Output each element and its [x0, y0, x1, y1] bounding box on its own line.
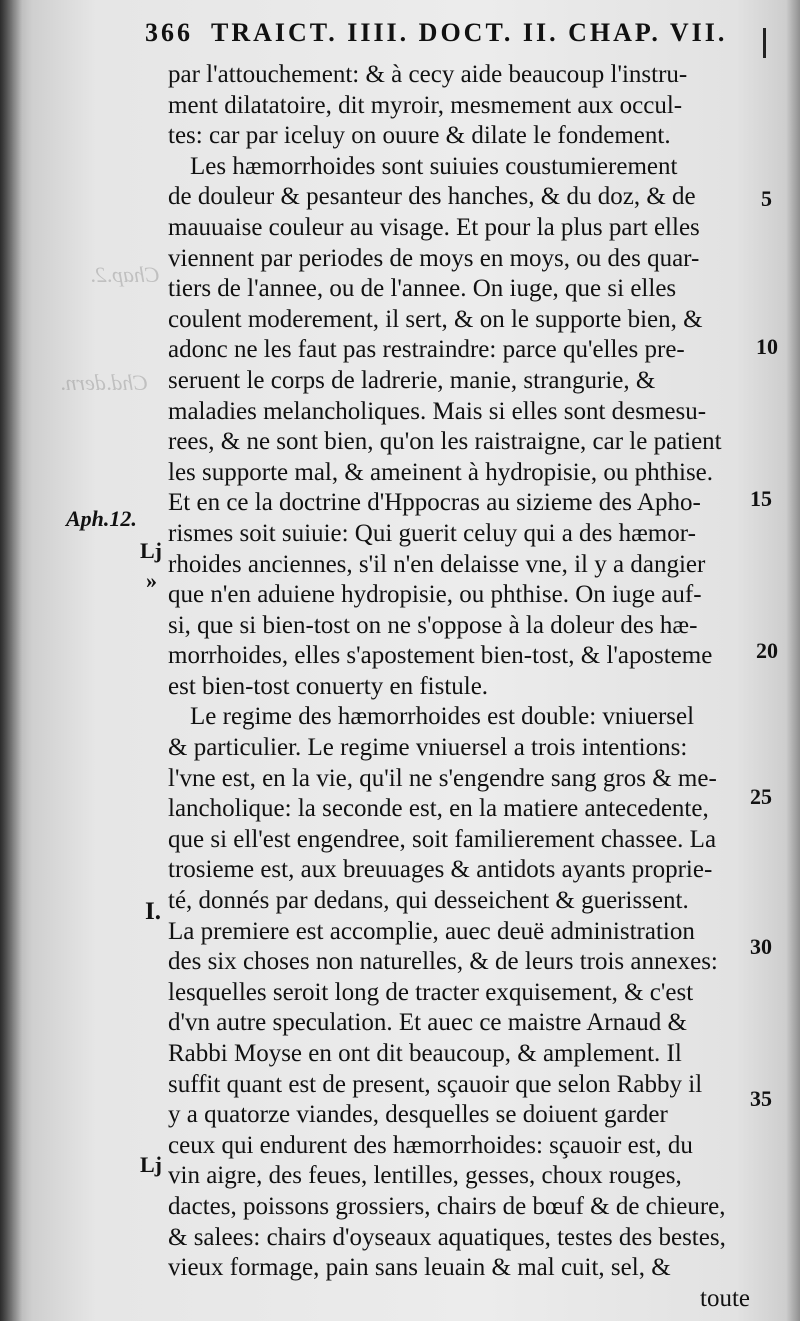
line-number: 5 — [761, 186, 772, 211]
edge-mark — [763, 28, 766, 58]
show-through-text: Chd.dern. — [60, 370, 148, 395]
text-line: té, donnés par dedans, qui desseichent & guerissent. — [168, 887, 689, 915]
text-line: Les hæmorrhoides sont suiuies coustumierement — [190, 152, 678, 180]
line-number: 10 — [756, 334, 778, 359]
text-line: rismes soit suiuie: Qui guerit celuy qui a des hæmor- — [168, 519, 696, 547]
text-line: vin aigre, des feues, lentilles, gesses, choux rouges, — [168, 1162, 682, 1190]
text-line: des six choses non naturelles, & de leurs trois annexes: — [168, 948, 718, 976]
line-number: 15 — [750, 486, 772, 511]
text-line: tes: car par iceluy on ouure & dilate le fondement. — [168, 122, 671, 150]
running-head — [145, 18, 785, 48]
text-line: mauuaise couleur au visage. Et pour la plus part elles — [168, 213, 700, 241]
text-line: est bien-tost conuerty en fistule. — [168, 672, 489, 700]
gutter-shadow — [0, 0, 22, 1321]
text-line: trosieme est, aux breuuages & antidots ayants proprie- — [168, 856, 713, 884]
margin-roman-numeral: I. — [145, 898, 161, 925]
line-number: 30 — [750, 934, 772, 959]
text-line: suffit quant est de present, sçauoir que selon Rabby il — [168, 1070, 703, 1098]
text-line: viennent par periodes de moys en moys, ou des quar- — [168, 244, 700, 272]
text-line: coulent moderement, il sert, & on le supporte bien, & — [168, 305, 703, 333]
text-line: de douleur & pesanteur des hanches, & du doz, & de — [168, 183, 696, 211]
text-line: & salees: chairs d'oyseaux aquatiques, testes des bestes, — [168, 1223, 726, 1251]
text-line: maladies melancholiques. Mais si elles sont desmesu- — [168, 397, 707, 425]
text-line: adonc ne les faut pas restraindre: parce qu'elles pre- — [168, 336, 685, 364]
text-line: si, que si bien-tost on ne s'oppose à la doleur des hæ- — [168, 611, 698, 639]
text-line: seruent le corps de ladrerie, manie, strangurie, & — [168, 366, 656, 394]
text-line: que n'en aduiene hydropisie, ou phthise. On iuge auf- — [168, 581, 702, 609]
text-line: ment dilatatoire, dit myroir, mesmement aux occul- — [168, 91, 683, 119]
text-line: Le regime des hæmorrhoides est double: vniuersel — [190, 703, 695, 731]
page-edge-shadow — [786, 0, 800, 1321]
line-number: 20 — [756, 638, 778, 663]
body-text — [168, 60, 768, 1314]
text-line: Et en ce la doctrine d'Hppocras au sizieme des Apho- — [168, 489, 701, 517]
text-line: y a quatorze viandes, desquelles se doiuent garder — [168, 1101, 668, 1129]
page-number: 366 — [145, 18, 193, 47]
text-line: rees, & ne sont bien, qu'on les raistraigne, car le patient — [168, 428, 722, 456]
text-line: tiers de l'annee, ou de l'annee. On iuge, que si elles — [168, 275, 677, 303]
show-through-text: Chap.2. — [90, 262, 160, 287]
margin-bracket: Lj — [140, 1152, 162, 1177]
text-line: lancholique: la seconde est, en la matiere antecedente, — [168, 795, 709, 823]
text-line: d'vn autre speculation. Et auec ce maistre Arnaud & — [168, 1009, 687, 1037]
text-line: & particulier. Le regime vniuersel a trois intentions: — [168, 734, 688, 762]
margin-note-aphorism: Aph.12. — [66, 506, 137, 531]
text-line: ceux qui endurent des hæmorrhoides: sçauoir est, du — [168, 1131, 693, 1159]
text-line: La premiere est accomplie, auec deuë administration — [168, 917, 695, 945]
text-line: par l'attouchement: & à cecy aide beaucoup l'instru- — [168, 61, 688, 88]
line-number: 35 — [750, 1086, 772, 1111]
text-line: les supporte mal, & ameinent à hydropisie, ou phthise. — [168, 458, 714, 486]
text-line: lesquelles seroit long de tracter exquisement, & c'est — [168, 978, 694, 1006]
text-line: vieux formage, pain sans leuain & mal cuit, sel, & — [168, 1254, 671, 1282]
catchword: toute — [700, 1284, 750, 1312]
text-line: rhoides anciennes, s'il n'en delaisse vne, il y a dangier — [168, 550, 706, 578]
line-number: 25 — [750, 784, 772, 809]
margin-quote-mark: » — [146, 568, 157, 593]
text-line: dactes, poissons grossiers, chairs de bœuf & de chieure, — [168, 1192, 726, 1220]
text-line: Rabbi Moyse en ont dit beaucoup, & amplement. Il — [168, 1040, 682, 1067]
text-line: morrhoides, elles s'apostement bien-tost, & l'aposteme — [168, 642, 713, 670]
chapter-title: TRAICT. IIII. DOCT. II. CHAP. VII. — [211, 18, 728, 47]
text-line: que si ell'est engendree, soit familierement chassee. La — [168, 825, 717, 853]
margin-bracket: Lj — [140, 538, 162, 563]
text-line: l'vne est, en la vie, qu'il ne s'engendre sang gros & me- — [168, 764, 717, 792]
